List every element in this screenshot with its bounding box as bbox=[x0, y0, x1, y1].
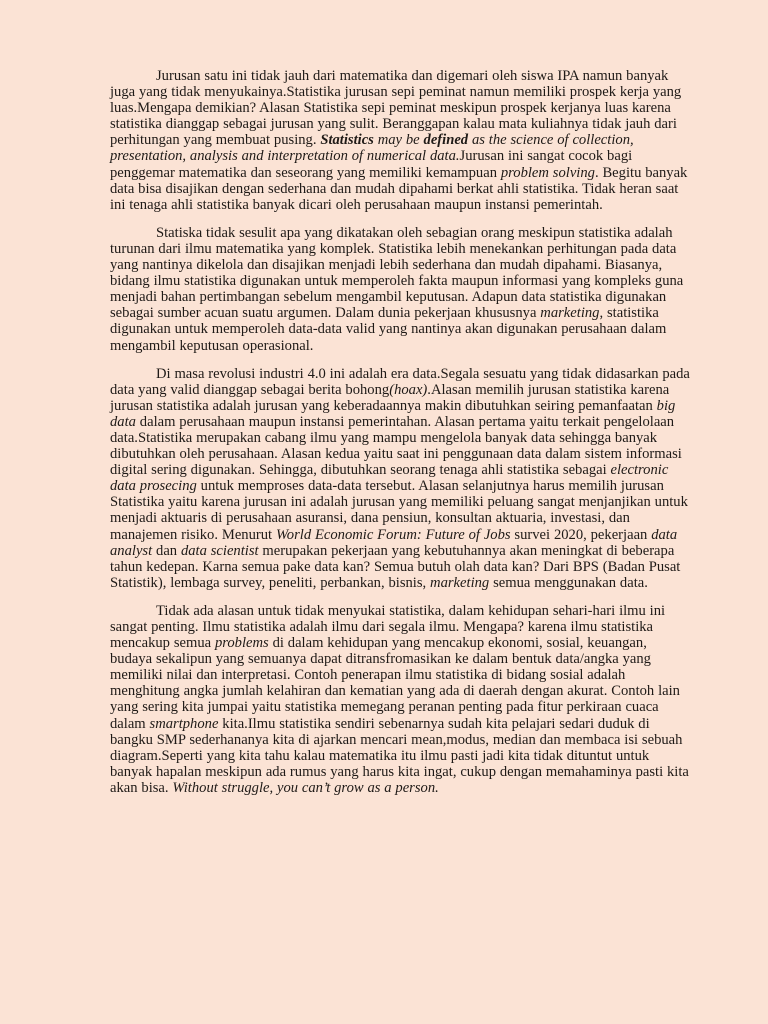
paragraph-2-marketing: marketing bbox=[540, 305, 600, 322]
paragraph-1-definition-part-1: may be bbox=[373, 132, 424, 149]
paragraph-2-text-1: Statiska tidak sesulit apa yang dikatakan oleh sebagian orang meskipun statistika adalah turunan dari ilmu matematika yang komplek. Statistika lebih menekankan perhitungan pada data yang nantinya dikelola dan disajikan menjadi lebih sederhana dan mudah dipahami. Biasanya, bidang ilmu statistika digunakan untuk memperoleh fakta maupun informasi yang kompleks guna menjadi bahan pertimbangan sebelum mengambil keputusan. Adapun data statistika digunakan sebagai sumber acuan suatu argumen. Dalam dunia pekerjaan khususnya bbox=[110, 224, 684, 322]
paragraph-1-problem-solving: problem solving bbox=[500, 164, 595, 181]
paragraph-3-text-4: untuk memproses data-data tersebut. Alasan selanjutnya harus memilih jurusan Statistika yaitu karena jurusan ini adalah jurusan yang memiliki peluang sangat menjanjikan untuk menjadi aktuaris di perusahaan asuransi, dana pensiun, konsultan aktuaria, investasi, dan manajemen risiko. Menurut bbox=[110, 478, 688, 543]
paragraph-1-text-1: Jurusan satu ini tidak jauh dari matematika dan digemari oleh siswa IPA namun banyak juga yang tidak menyukainya.Statistika jurusan sepi peminat namun memiliki prospek kerja yang luas.Mengapa demikian? Alasan Statistika sepi peminat meskipun prospek kerjanya luas karena statistika dianggap sebagai jurusan yang sulit. Beranggapan kalau mata kuliahnya tidak jauh dari perhitungan yang membuat pusing. bbox=[110, 68, 682, 149]
paragraph-3-electronic-data-prosecing: electronic data prosecing bbox=[110, 462, 669, 495]
paragraph-3 bbox=[110, 366, 692, 591]
paragraph-3-wef-future-of-jobs: World Economic Forum: Future of Jobs bbox=[275, 526, 511, 543]
paragraph-4-smartphone: smartphone bbox=[149, 715, 219, 732]
paragraph-4-closing-quote: Without struggle, you can’t grow as a person. bbox=[172, 779, 439, 796]
paragraph-1-text-3: . Begitu banyak data bisa disajikan dengan sederhana dan mudah dipahami berkat ahli statistika. Tidak heran saat ini tenaga ahli statistika banyak dicari oleh perusahaan maupun instansi pemerintah. bbox=[110, 164, 688, 213]
paragraph-1-term-statistics: Statistics bbox=[320, 132, 374, 149]
paragraph-1-text-2: Jurusan ini sangat cocok bagi penggemar matematika dan seseorang yang memiliki kemampuan bbox=[110, 148, 633, 181]
paragraph-2 bbox=[110, 225, 692, 354]
paragraph-3-text-1: Di masa revolusi industri 4.0 ini adalah era data.Segala sesuatu yang tidak didasarkan pada data yang valid dianggap sebagai berita bohong bbox=[110, 365, 690, 398]
paragraph-2-text-2: , statistika digunakan untuk memperoleh data-data valid yang nantinya akan digunakan perusahaan dalam mengambil keputusan operasional. bbox=[110, 305, 667, 354]
paragraph-3-text-3: dalam perusahaan maupun instansi pemerintahan. Alasan pertama yaitu terkait pengelolaan data.Statistika merupakan cabang ilmu yang mampu mengelola banyak data sehingga banyak dibutuhkan oleh perusahaan. Alasan kedua yaitu saat ini penggunaan data dalam sistem informasi digital sering digunakan. Sehingga, dibutuhkan seorang tenaga ahli statistika sebagai bbox=[110, 413, 682, 479]
paragraph-3-text-7: merupakan pekerjaan yang kebutuhannya akan meningkat di beberapa tahun kedepan. Karna semua pake data kan? Semua butuh olah data kan? Dari BPS (Badan Pusat Statistik), lembaga survey, peneliti, perbankan, bisnis, bbox=[110, 542, 681, 591]
paragraph-4-text-2: di dalam kehidupan yang mencakup ekonomi, sosial, keuangan, budaya sekalipun yang semuanya dapat ditransfromasikan ke dalam bentuk data/angka yang memiliki nilai dan interpretasi. Contoh penerapan ilmu statistika di bidang sosial adalah menghitung angka jumlah kelahiran dan kematian yang ada di daerah dengan akurat. Contoh lain yang sering kita jumpai yaitu statistika memegang peranan penting pada fitur perkiraan cuaca dalam bbox=[110, 635, 680, 732]
paragraph-4-text-1: Tidak ada alasan untuk tidak menyukai statistika, dalam kehidupan sehari-hari ilmu ini sangat penting. Ilmu statistika adalah ilmu dari segala ilmu. Mengapa? karena ilmu statistika mencakup semua bbox=[110, 602, 666, 652]
paragraph-1 bbox=[110, 68, 692, 213]
paragraph-3-text-5: survei 2020, pekerjaan bbox=[510, 526, 652, 543]
paragraph-1-term-defined: defined bbox=[423, 132, 469, 149]
paragraph-4-text-3: kita.Ilmu statistika sendiri sebenarnya sudah kita pelajari sedari duduk di bangku SMP sederhananya kita di ajarkan mencari mean,modus, median dan membaca isi sebuah diagram.Seperti yang kita tahu kalau matematika itu ilmu pasti jadi kita tidak dituntut untuk banyak hapalan meskipun ada rumus yang harus kita ingat, cukup dengan memahaminya pasti kita akan bisa. bbox=[110, 715, 689, 796]
paragraph-3-big-data: big data bbox=[110, 397, 676, 430]
paragraph-3-text-6: dan bbox=[152, 542, 181, 559]
paragraph-3-marketing: marketing bbox=[430, 574, 490, 591]
paragraph-3-data-scientist: data scientist bbox=[180, 542, 259, 559]
paragraph-3-hoax: (hoax) bbox=[389, 381, 428, 398]
paragraph-3-text-8: semua menggunakan data. bbox=[489, 574, 648, 591]
paragraph-3-data-analyst: data analyst bbox=[110, 526, 678, 559]
paragraph-3-text-2: .Alasan memilih jurusan statistika karena jurusan statistika adalah jurusan yang keberadaannya makin dibutuhkan seiring pemanfaatan bbox=[110, 381, 670, 414]
paragraph-4 bbox=[110, 603, 692, 796]
paragraph-1-definition-part-2: as the science of collection, presentation, analysis and interpretation of numerical data. bbox=[110, 132, 634, 165]
paragraph-4-problems: problems bbox=[214, 635, 269, 652]
